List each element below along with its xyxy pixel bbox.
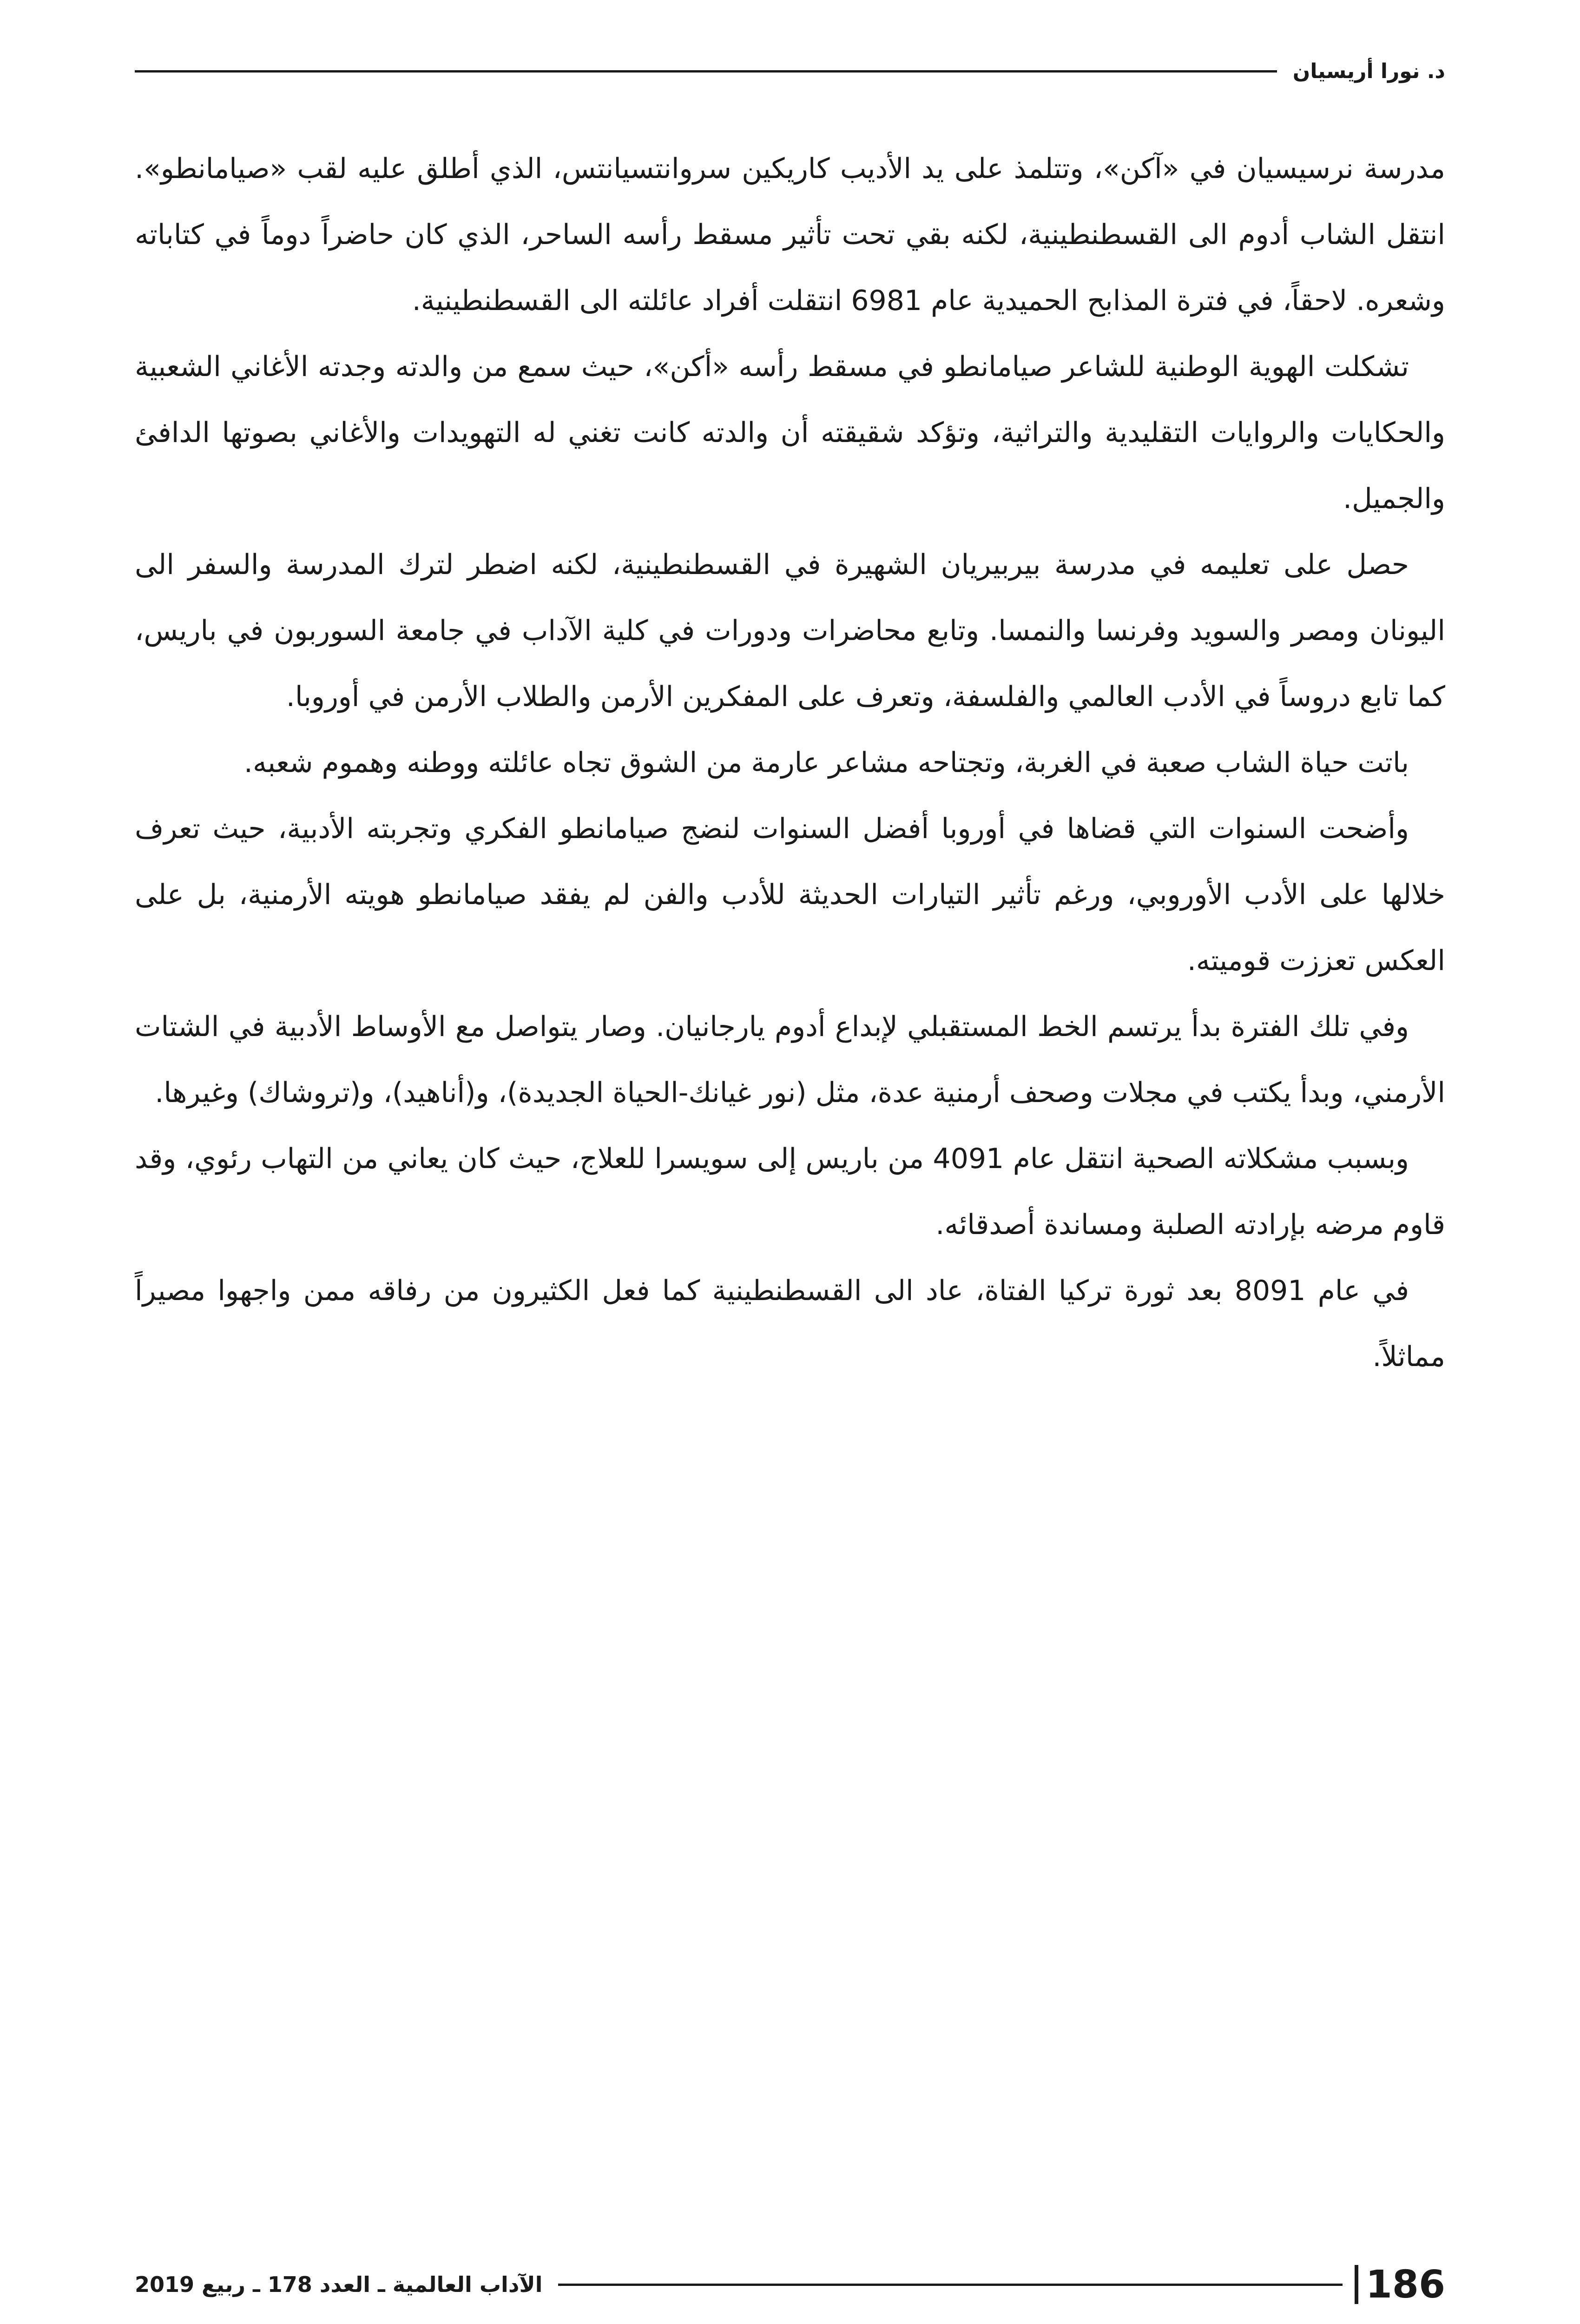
header-author: د. نورا أريسيان [1292, 59, 1445, 83]
journal-info: الآداب العالمية ـ العدد 178 ـ ربيع 2019 [135, 2272, 543, 2297]
paragraph-5: وأضحت السنوات التي قضاها في أوروبا أفضل السنوات لنضج صيامانطو الفكري وتجربته الأدبية، حيث تعرف خلالها على الأدب الأوروبي، ورغم تأثير التيارات الحديثة للأدب والفن لم يفقد صيامانطو هويته الأرمنية، بل على العكس تعززت قوميته. [135, 812, 1445, 977]
paragraph-1: مدرسة نرسيسيان في «آكن»، وتتلمذ على يد الأديب كاريكين سروانتسيانتس، الذي أطلق عليه لقب «صيامانطو». انتقل الشاب أدوم الى القسطنطينية، لكنه بقي تحت تأثير مسقط رأسه الساحر، الذي كان حاضراً دوماً في كتاباته وشعره. لاحقاً، في فترة المذابح الحميدية عام 6981 انتقلت أفراد عائلته الى القسطنطينية. [135, 152, 1445, 317]
footer-rule [558, 2284, 1342, 2286]
page-number: 186 [1365, 2262, 1445, 2307]
header-rule [135, 70, 1277, 73]
paragraph-2: تشكلت الهوية الوطنية للشاعر صيامانطو في مسقط رأسه «أكن»، حيث سمع من والدته وجدته الأغاني الشعبية والحكايات والروايات التقليدية والتراثية، وتؤكد شقيقته أن والدته كانت تغني له التهويدات والأغاني بصوتها الدافئ والجميل. [135, 350, 1445, 515]
running-header [135, 55, 1445, 87]
paragraph-6: وفي تلك الفترة بدأ يرتسم الخط المستقبلي لإبداع أدوم يارجانيان. وصار يتواصل مع الأوساط الأدبية في الشتات الأرمني، وبدأ يكتب في مجلات وصحف أرمنية عدة، مثل (نور غيانك-الحياة الجديدة)، و(أناهيد)، و(تروشاك) وغيرها. [135, 1010, 1445, 1109]
paragraph-3: حصل على تعليمه في مدرسة بيربيريان الشهيرة في القسطنطينية، لكنه اضطر لترك المدرسة والسفر الى اليونان ومصر والسويد وفرنسا والنمسا. وتابع محاضرات ودورات في كلية الآداب في جامعة السوربون في باريس، كما تابع دروساً في الأدب العالمي والفلسفة، وتعرف على المفكرين الأرمن والطلاب الأرمن في أوروبا. [135, 548, 1445, 713]
paragraph-4: باتت حياة الشاب صعبة في الغربة، وتجتاحه مشاعر عارمة من الشوق تجاه عائلته ووطنه وهموم شعبه. [244, 746, 1409, 779]
footer-divider-bar [1355, 2265, 1358, 2304]
page-footer [135, 2259, 1445, 2310]
article-body [135, 136, 1445, 1390]
paragraph-7: وبسبب مشكلاته الصحية انتقل عام 4091 من باريس إلى سويسرا للعلاج، حيث كان يعاني من التهاب رئوي، وقد قاوم مرضه بإرادته الصلبة ومساندة أصدقائه. [135, 1142, 1445, 1241]
paragraph-8: في عام 8091 بعد ثورة تركيا الفتاة، عاد الى القسطنطينية كما فعل الكثيرون من رفاقه ممن واجهوا مصيراً مماثلاً. [135, 1274, 1445, 1373]
